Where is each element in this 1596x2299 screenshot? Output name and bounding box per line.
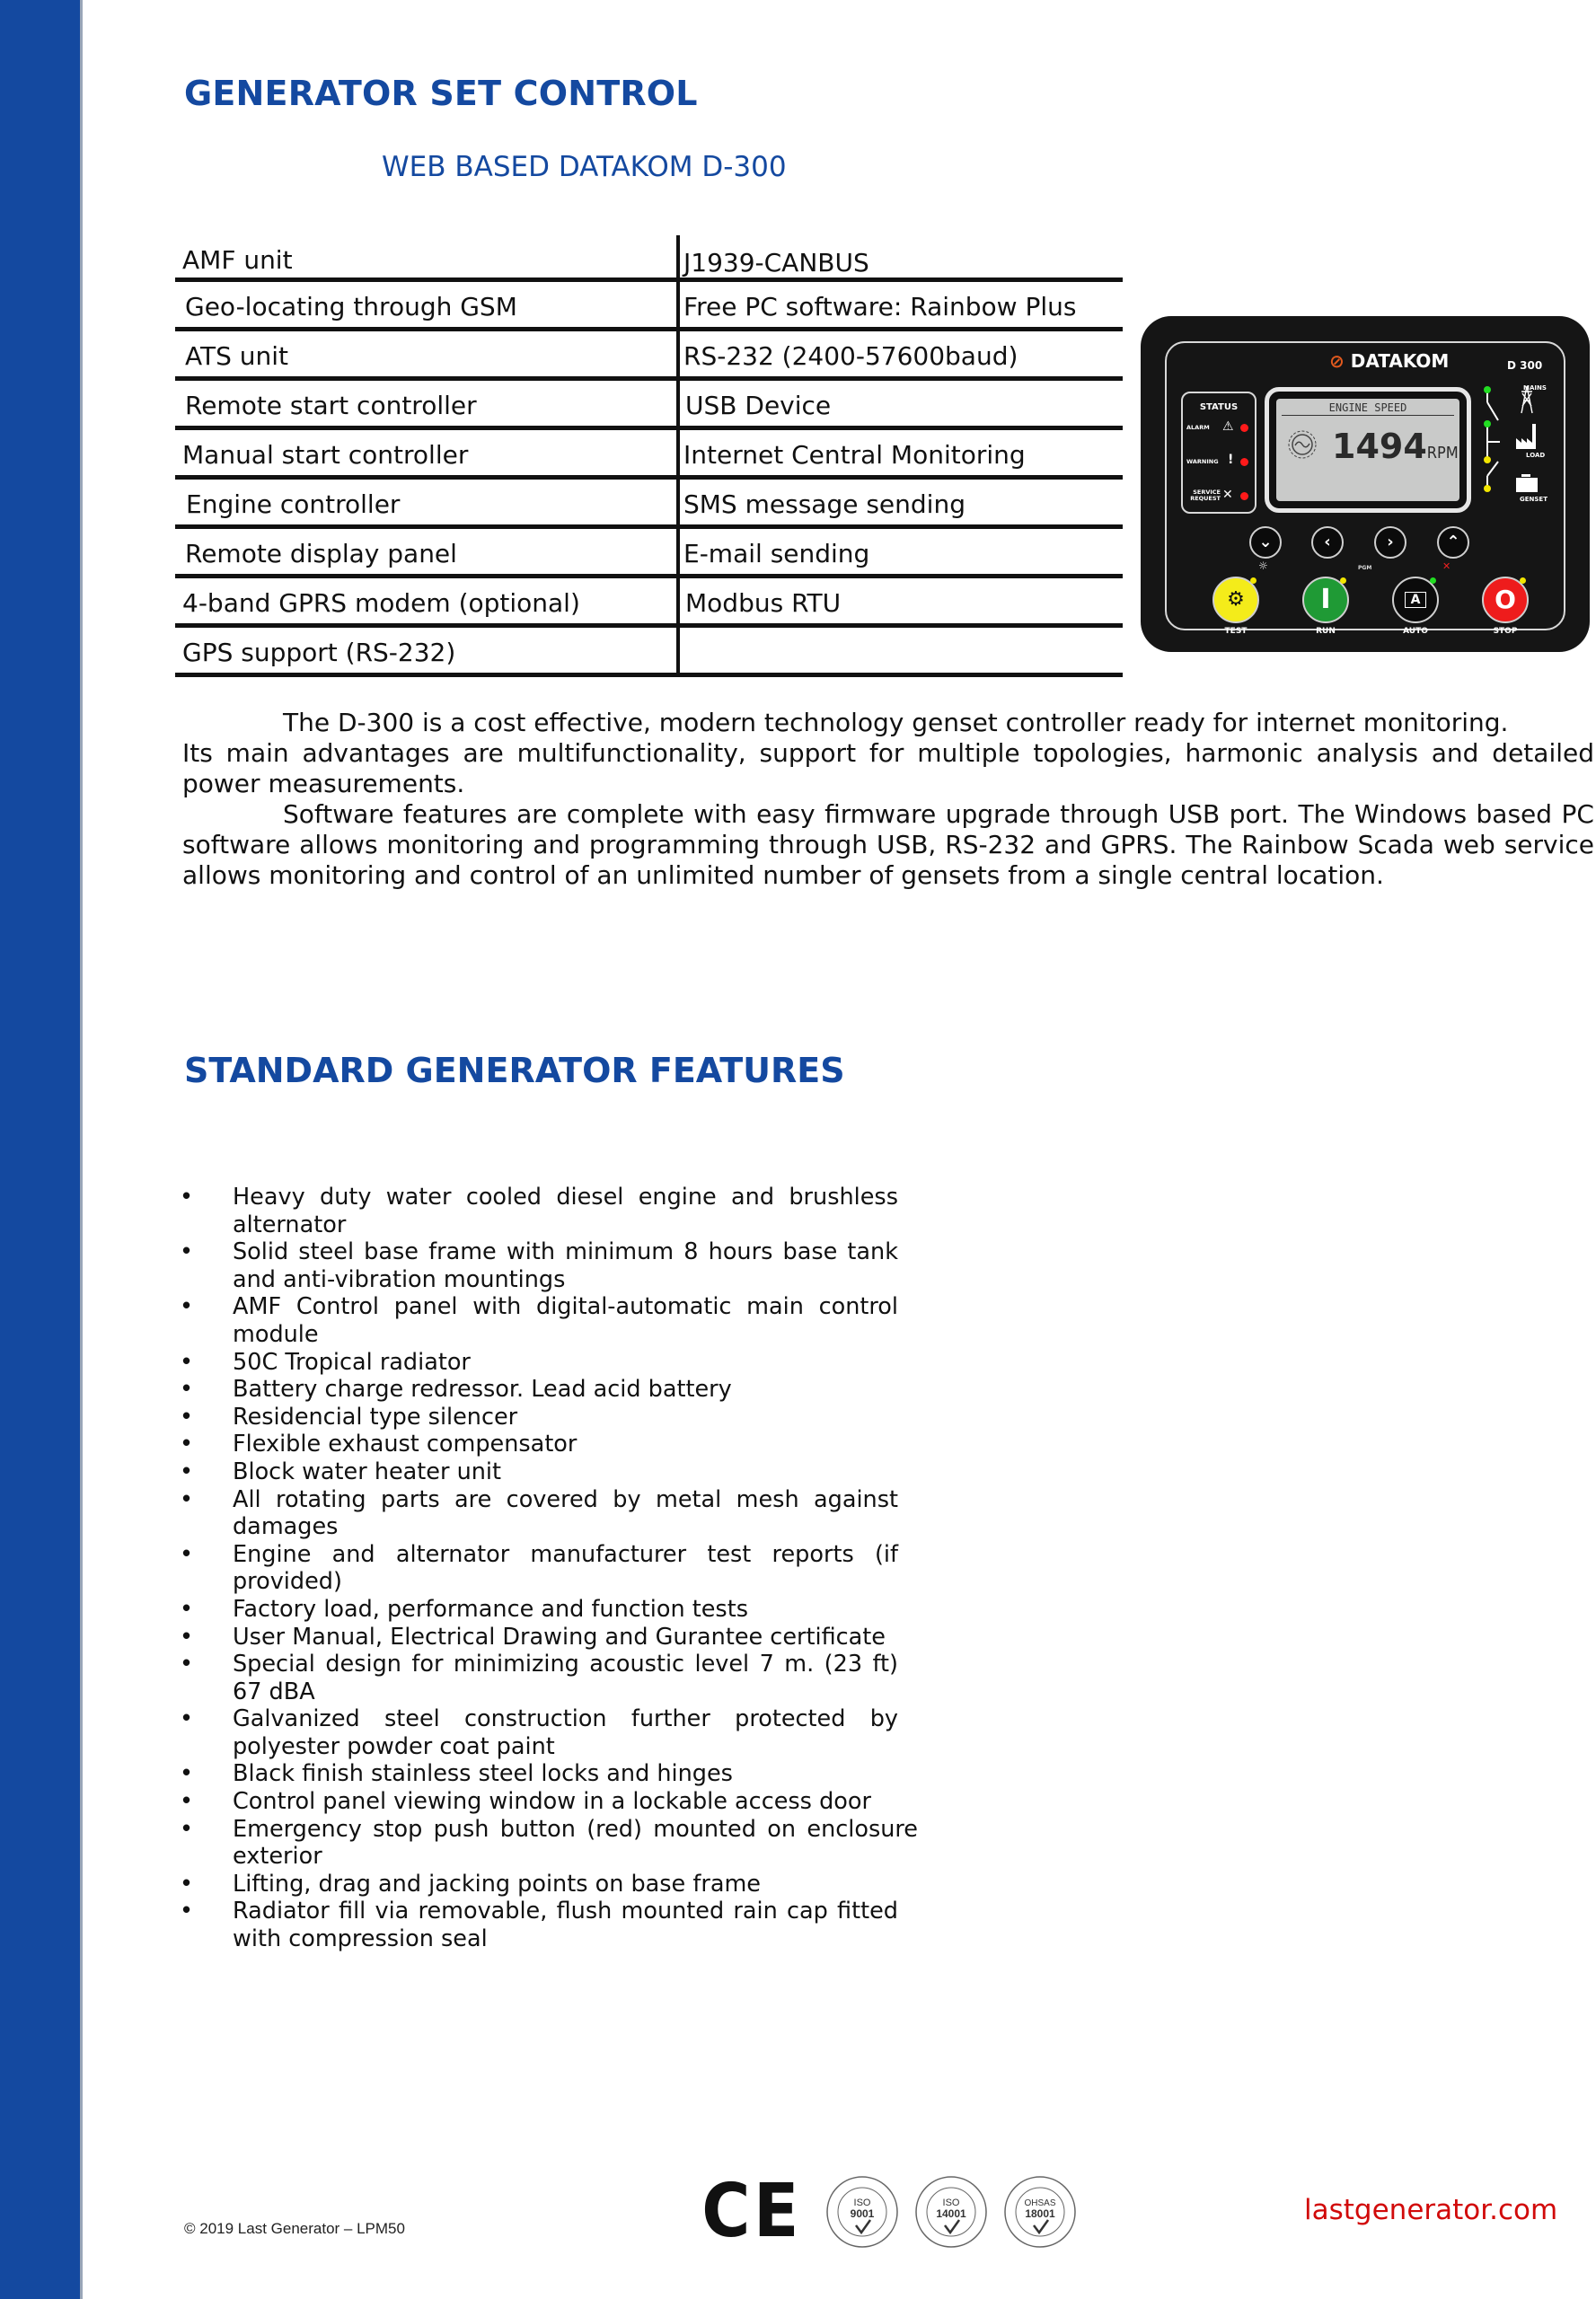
feature-text: User Manual, Electrical Drawing and Gurantee certificate	[233, 1623, 886, 1651]
list-item	[180, 1596, 898, 1624]
blue-sidebar	[0, 0, 83, 2299]
feature-text: Heavy duty water cooled diesel engine and brushless alternator	[233, 1184, 898, 1238]
list-item	[180, 1458, 898, 1486]
seal-line2: 18001	[1025, 2207, 1055, 2220]
engine-rotation-icon	[1287, 429, 1318, 460]
list-item	[180, 1238, 898, 1293]
list-item	[180, 1651, 898, 1705]
table-row	[175, 235, 1123, 282]
table-row	[175, 282, 1123, 331]
factory-icon	[1516, 424, 1536, 449]
bullet: •	[180, 1898, 194, 1925]
table-row	[175, 628, 1123, 677]
genset-breaker-led	[1484, 456, 1491, 463]
bullet: •	[180, 1760, 194, 1788]
bullet: •	[180, 1184, 194, 1211]
list-item	[180, 1705, 898, 1760]
feature-text: All rotating parts are covered by metal mesh against damages	[233, 1485, 898, 1541]
up-button[interactable]: ⌃	[1437, 526, 1469, 559]
list-item	[180, 1486, 898, 1541]
alarm-label: ALARM	[1186, 424, 1210, 431]
status-panel	[1181, 392, 1257, 514]
feature-text: Emergency stop push button (red) mounted on enclosure exterior	[233, 1815, 918, 1871]
table-row	[175, 381, 1123, 430]
table-row	[175, 578, 1123, 628]
description-p3: Software features are complete with easy firmware upgrade through USB port. The Windows based PC software allows monitoring and programming through USB, RS-232 and GPRS. The Rainbow Scada web service allows monitoring and control of an unlimited number of gensets from a single central location.	[182, 799, 1594, 890]
ohsas-18001-seal-icon	[1003, 2175, 1077, 2249]
bullet: •	[180, 1651, 194, 1678]
pgm-label: PGM	[1358, 565, 1372, 571]
list-item	[180, 1293, 898, 1348]
seal-line1: ISO	[853, 2198, 871, 2208]
test-led	[1250, 577, 1257, 584]
feature-text: Galvanized steel construction further protected by polyester powder coat paint	[233, 1705, 898, 1760]
list-item	[180, 1871, 898, 1898]
spec-left: Remote display panel	[175, 529, 680, 574]
table-row	[175, 430, 1123, 480]
run-led	[1340, 577, 1346, 584]
spec-left: Remote start controller	[175, 381, 680, 426]
controller-image	[1141, 316, 1590, 652]
description-p1: The D-300 is a cost effective, modern technology genset controller ready for internet monitoring.	[283, 708, 1509, 737]
spec-right: Internet Central Monitoring	[683, 440, 1026, 470]
spec-left: 4-band GPRS modem (optional)	[175, 578, 680, 623]
spec-left: Geo-locating through GSM	[175, 282, 680, 327]
test-label: TEST	[1224, 627, 1248, 636]
list-item	[180, 1541, 898, 1596]
table-row	[175, 331, 1123, 381]
lcd-frame	[1265, 387, 1471, 513]
spec-left: AMF unit	[175, 235, 680, 277]
right-button[interactable]: ›	[1374, 526, 1406, 559]
bullet: •	[180, 1431, 194, 1458]
features-list	[180, 1184, 918, 1953]
feature-text: 50C Tropical radiator	[233, 1348, 471, 1376]
bullet: •	[180, 1623, 194, 1651]
seal-line2: 14001	[936, 2207, 966, 2220]
spec-right: USB Device	[685, 391, 832, 420]
bullet: •	[180, 1595, 194, 1623]
bullet: •	[180, 1540, 194, 1568]
warning-triangle-icon: ⚠	[1222, 419, 1234, 434]
exclamation-icon: !	[1228, 453, 1234, 467]
table-row	[175, 480, 1123, 529]
list-item	[180, 1816, 918, 1871]
iso-9001-seal-icon	[825, 2175, 899, 2249]
feature-text: Residencial type silencer	[233, 1403, 518, 1431]
spec-right: Modbus RTU	[685, 588, 842, 618]
datakom-logo	[1329, 350, 1449, 372]
bullet: •	[180, 1348, 194, 1376]
spec-right	[680, 628, 683, 673]
bullet: •	[180, 1293, 194, 1321]
genset-label: GENSET	[1520, 496, 1548, 503]
spec-right: E-mail sending	[683, 539, 870, 568]
list-item	[180, 1898, 898, 1952]
bullet: •	[180, 1458, 194, 1485]
bullet: •	[180, 1788, 194, 1816]
lcd-divider	[1282, 415, 1454, 416]
bullet: •	[180, 1403, 194, 1431]
footer-copyright: © 2019 Last Generator – LPM50	[184, 2220, 405, 2237]
wrench-screwdriver-icon: ✕	[1222, 488, 1233, 502]
auto-label: AUTO	[1403, 627, 1428, 636]
features-title: STANDARD GENERATOR FEATURES	[184, 1051, 845, 1090]
spec-right: RS-232 (2400-57600baud)	[683, 341, 1018, 371]
load-led	[1484, 420, 1491, 427]
seal-line2: 9001	[850, 2207, 875, 2220]
rpm-unit: RPM	[1426, 444, 1459, 462]
page-subtitle: WEB BASED DATAKOM D-300	[382, 151, 787, 183]
feature-text: Control panel viewing window in a lockable access door	[233, 1788, 871, 1816]
iso-14001-seal-icon	[914, 2175, 988, 2249]
run-icon: I	[1320, 584, 1331, 615]
list-item	[180, 1184, 898, 1238]
horn-mute-icon: ✕	[1442, 560, 1451, 572]
spec-left: GPS support (RS-232)	[175, 628, 680, 673]
stop-icon: O	[1495, 585, 1516, 614]
status-title: STATUS	[1199, 402, 1239, 412]
warning-led	[1240, 458, 1248, 466]
bullet: •	[180, 1238, 194, 1266]
bullet: •	[180, 1870, 194, 1898]
genset-led	[1484, 485, 1491, 492]
seal-line1: ISO	[942, 2198, 960, 2208]
list-item	[180, 1431, 898, 1458]
list-item	[180, 1788, 898, 1816]
feature-text: Battery charge redressor. Lead acid battery	[233, 1376, 732, 1404]
website-link[interactable]: lastgenerator.com	[1304, 2194, 1558, 2226]
bullet: •	[180, 1485, 194, 1513]
bullet: •	[180, 1705, 194, 1733]
auto-led	[1430, 577, 1436, 584]
run-label: RUN	[1316, 627, 1336, 636]
feature-text: Engine and alternator manufacturer test reports (if provided)	[233, 1540, 898, 1596]
spec-table	[175, 235, 1123, 677]
feature-text: Lifting, drag and jacking points on base frame	[233, 1870, 761, 1898]
feature-text: Solid steel base frame with minimum 8 hours base tank and anti-vibration mountings	[233, 1238, 898, 1293]
feature-text: Block water heater unit	[233, 1458, 501, 1485]
bullet: •	[180, 1815, 194, 1843]
spec-right: Free PC software: Rainbow Plus	[683, 292, 1077, 322]
ce-mark-icon: CE	[701, 2169, 802, 2254]
load-label: LOAD	[1526, 452, 1546, 459]
lamp-test-icon: ☼	[1258, 559, 1268, 572]
down-button[interactable]: ⌄	[1249, 526, 1282, 559]
generator-icon	[1516, 474, 1538, 492]
rpm-value: 1494	[1332, 427, 1427, 466]
feature-text: Black finish stainless steel locks and hinges	[233, 1760, 733, 1788]
feature-text: Factory load, performance and function tests	[233, 1595, 748, 1623]
spec-right: SMS message sending	[683, 489, 966, 519]
list-item	[180, 1376, 898, 1404]
mimic-diagram	[1482, 379, 1572, 514]
list-item	[180, 1404, 898, 1431]
table-row	[175, 529, 1123, 578]
gears-icon: ⚙	[1227, 588, 1245, 611]
spec-left: ATS unit	[175, 331, 680, 376]
feature-text: Flexible exhaust compensator	[233, 1431, 578, 1458]
auto-icon: A	[1405, 592, 1427, 608]
feature-text: Radiator fill via removable, flush mounted rain cap fitted with compression seal	[233, 1898, 898, 1953]
spec-left: Engine controller	[175, 480, 680, 524]
mains-label: MAINS	[1523, 384, 1547, 392]
lcd-title: ENGINE SPEED	[1328, 401, 1407, 414]
list-item	[180, 1349, 898, 1377]
seal-line1: OHSAS	[1024, 2198, 1056, 2208]
lcd-screen	[1276, 399, 1459, 501]
feature-text: Special design for minimizing acoustic level 7 m. (23 ft) 67 dBA	[233, 1651, 898, 1705]
spec-right: J1939-CANBUS	[683, 248, 869, 277]
description	[182, 708, 1594, 891]
service-request-label: SERVICE REQUEST	[1190, 489, 1221, 503]
page-title: GENERATOR SET CONTROL	[184, 74, 698, 113]
datakom-logo-mark-icon: ⊘	[1329, 350, 1345, 372]
lcd-reading	[1332, 427, 1459, 466]
certification-logos	[696, 2171, 1092, 2252]
warning-label: WARNING	[1186, 458, 1219, 465]
service-led	[1240, 492, 1248, 500]
feature-text: AMF Control panel with digital-automatic main control module	[233, 1293, 898, 1348]
brand-name: DATAKOM	[1350, 350, 1450, 372]
mains-led	[1484, 386, 1491, 393]
list-item	[180, 1624, 898, 1652]
description-p2: Its main advantages are multifunctionality, support for multiple topologies, harmonic analysis and detailed power measurements.	[182, 738, 1594, 798]
list-item	[180, 1760, 898, 1788]
model-label: D 300	[1507, 359, 1543, 372]
stop-label: STOP	[1493, 627, 1518, 636]
stop-led	[1520, 577, 1526, 584]
left-button[interactable]: ‹	[1311, 526, 1344, 559]
alarm-led	[1240, 424, 1248, 432]
spec-left: Manual start controller	[175, 430, 680, 475]
bullet: •	[180, 1376, 194, 1404]
